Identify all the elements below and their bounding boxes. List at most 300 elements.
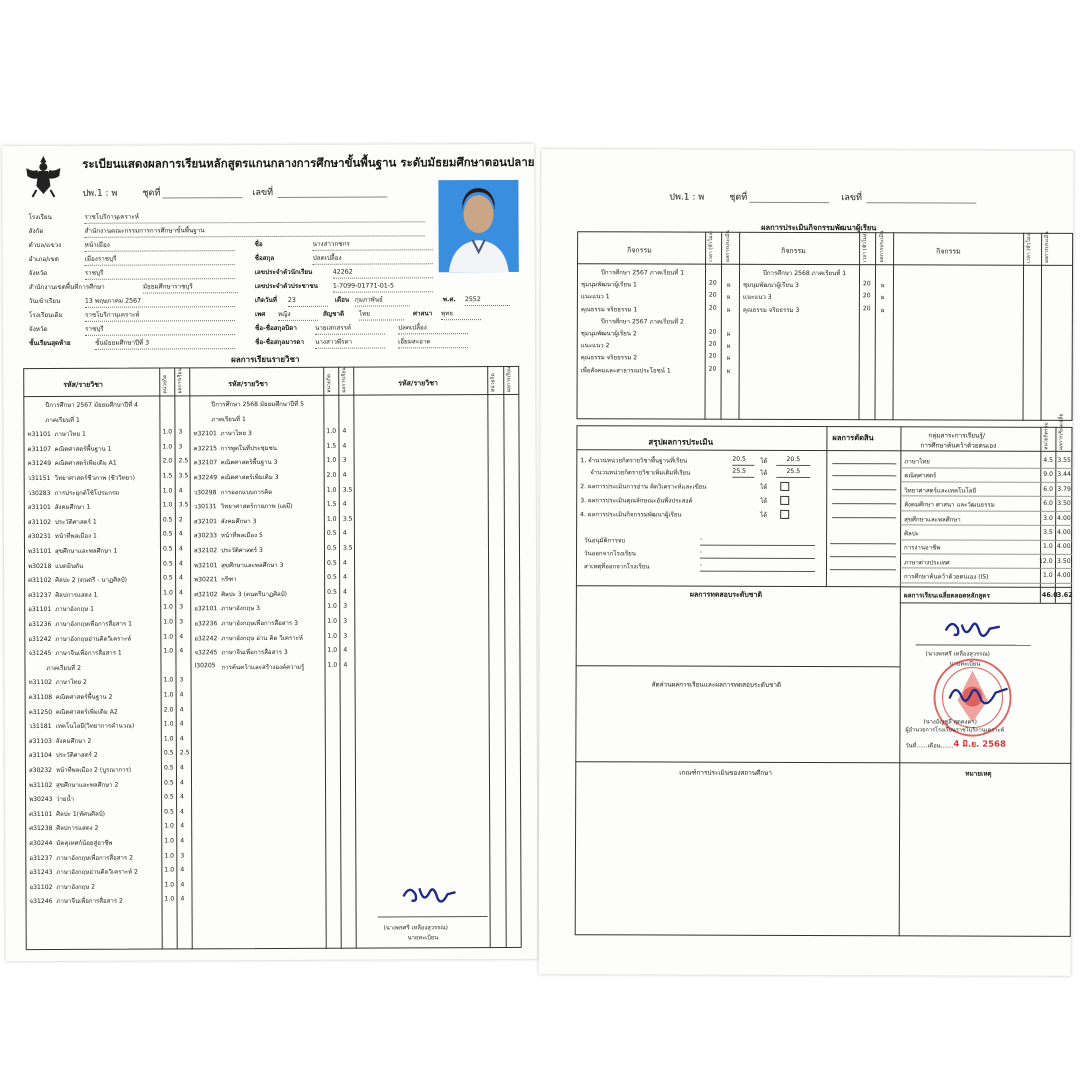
results-title: ผลการเรียนรายวิชา <box>231 354 300 365</box>
date-label: วันที่......เดือน....... <box>905 743 954 750</box>
course-credit: 1.5 <box>326 442 337 450</box>
group-units: 9.0 <box>1043 471 1054 479</box>
course-name: ศิลปการแสดง 1 <box>55 591 98 599</box>
results-table <box>23 366 522 950</box>
info-label-school: โรงเรียน <box>28 213 52 222</box>
info-value-entry-date: 13 พฤษภาคม 2567 <box>85 297 235 307</box>
course-credit: 0.5 <box>163 779 174 787</box>
course-code: ท32101 <box>193 430 217 438</box>
course-name: คณิตศาสตร์เพิ่มเติม A2 <box>55 708 118 716</box>
course-name: ศิลปะ 2 (ดนตรี - นาฏศิลป์) <box>55 576 127 585</box>
activity-name: แนะแนว 1 <box>580 293 610 301</box>
credit-header-2: หน่วยกิต <box>326 373 333 393</box>
grade-header-2: ผลการเรียน <box>341 367 348 393</box>
citizen-id-label: เลขประจำตัวประชาชน <box>254 282 318 291</box>
course-grade: 4 <box>342 530 347 538</box>
judge-line <box>832 474 896 476</box>
course-code: จ31246 <box>29 898 53 906</box>
form-code: ปพ.1 : พ <box>82 188 118 199</box>
course-grade: 4 <box>180 895 185 903</box>
criteria-title: เกณฑ์การประเมินของสถานศึกษา <box>679 768 772 777</box>
group-grade: 3.50 <box>1057 500 1071 508</box>
course-name: คณิตศาสตร์พื้นฐาน 1 <box>54 445 112 453</box>
group-avg-header: ผลการเรียนเฉลี่ย <box>1058 413 1065 450</box>
course-name: ประวัติศาสตร์ 1 <box>54 518 97 526</box>
citizen-id-value: 1-7099-01771-01-5 <box>333 282 433 292</box>
name-label: ชื่อ <box>254 241 263 249</box>
course-credit: 0.5 <box>162 545 173 553</box>
course-grade: 2 <box>178 516 183 524</box>
date-item-value: - <box>700 536 815 546</box>
form-code-2: ปพ.1 : พ <box>669 192 705 203</box>
course-code: ท31101 <box>27 431 51 439</box>
course-grade: 3.5 <box>178 501 189 509</box>
transcript-page-1 <box>2 144 538 961</box>
summary-achieved-label: ได้ <box>760 483 768 491</box>
activity-hours: 20 <box>708 304 717 312</box>
course-credit: 1.0 <box>164 852 175 860</box>
group-units: 1.0 <box>1042 572 1053 580</box>
course-code: ส32101 <box>193 518 217 526</box>
group-name: คณิตศาสตร์ <box>904 472 937 480</box>
course-code: ค31250 <box>28 708 53 716</box>
act-result-header-2: ผลการประเมิน <box>879 230 886 263</box>
course-credit: 2.0 <box>162 457 173 465</box>
activity-hours: 20 <box>708 353 717 361</box>
course-code: ส31102 <box>27 518 51 526</box>
registrar-title: นายทะเบียน <box>407 935 439 942</box>
group-name: การงานอาชีพ <box>904 544 941 552</box>
course-grade: 4 <box>179 720 184 728</box>
course-name: ภาษาไทย 1 <box>54 430 86 439</box>
course-name: การออกแบบการคิด <box>220 488 273 496</box>
date-item-value: - <box>700 562 815 572</box>
father-label: ชื่อ-ชื่อสกุลบิดา <box>255 324 297 333</box>
group-grade: 3.50 <box>1056 557 1071 565</box>
course-name: ภาษาอังกฤษ อ่าน คิด วิเคราะห์ <box>221 634 303 642</box>
date-judge-line <box>830 555 896 557</box>
course-grade: 4 <box>180 866 185 874</box>
activity-result: ผ <box>726 306 731 314</box>
activity-result: ผ <box>880 282 885 290</box>
dob-label: เกิดวันที่ <box>254 296 277 305</box>
course-code: ศ31237 <box>28 591 52 599</box>
course-credit: 1.0 <box>162 443 173 451</box>
summary-value: 25.5 <box>732 468 754 478</box>
activity-title: ผลการประเมินกิจกรรมพัฒนาผู้เรียน <box>761 222 877 233</box>
course-credit: 1.0 <box>326 486 337 494</box>
course-code: ส32102 <box>193 547 218 555</box>
act-time-header-1: เวลา (ชั่วโมง) <box>708 231 715 262</box>
activity-result: ผ <box>726 330 731 338</box>
info-label-entry-date: วันเข้าเรียน <box>28 297 61 306</box>
course-credit: 1.0 <box>163 589 173 597</box>
course-code: อ31102 <box>29 883 53 891</box>
term-heading: ภาคเรียนที่ 2 <box>46 664 81 672</box>
course-grade: 4 <box>343 588 348 596</box>
course-name: ศิลปะ 3 (ดนตรีนาฏศิลป์) <box>221 590 287 599</box>
course-code: ส31101 <box>27 504 51 512</box>
group-grade: 4.00 <box>1057 514 1071 522</box>
date-judge-line <box>830 568 896 570</box>
date-stamp: 4 มิ.ย. 2568 <box>953 739 1006 750</box>
course-name: คณิตศาสตร์เพิ่มเติม 3 <box>220 473 279 482</box>
course-code: อ31236 <box>28 620 52 629</box>
course-code: ศ32102 <box>194 591 218 599</box>
group-grade: 4.00 <box>1057 543 1071 551</box>
course-grade: 3 <box>342 457 347 465</box>
course-code: ท31102 <box>28 679 52 687</box>
course-grade: 4 <box>179 559 183 567</box>
course-credit: 1.0 <box>163 633 174 641</box>
course-credit: 1.0 <box>163 676 174 684</box>
act-col-header-2: กิจกรรม <box>781 246 806 255</box>
group-name: ศิลปะ <box>904 530 919 538</box>
course-grade: 3.5 <box>342 515 353 523</box>
judge-title: ผลการตัดสิน <box>832 433 874 443</box>
group-title-2: การศึกษาค้นคว้าด้วยตนเอง <box>920 441 997 450</box>
group-units: 12.0 <box>1038 557 1053 565</box>
course-name: ภาษาไทย 2 <box>55 679 87 687</box>
course-name: ประวัติศาสตร์ 2 <box>55 752 98 760</box>
course-code: ศ31102 <box>28 577 52 585</box>
activity-table <box>576 231 1073 421</box>
group-name: ภาษาต่างประเทศ <box>903 559 950 567</box>
course-grade: 4 <box>179 735 184 743</box>
term-heading: ปีการศึกษา 2567 มัธยมศึกษาปีที่ 4 <box>45 401 139 409</box>
activity-name: แนะแนว 3 <box>742 294 772 302</box>
course-credit: 0.5 <box>327 559 337 567</box>
course-name: ภาษาอังกฤษอ่านคิดวิเคราะห์ 2 <box>56 868 138 877</box>
info-label-prev-province: จังหวัด <box>29 325 48 334</box>
summary-item: 3. ผลการประเมินคุณลักษณะอันพึงประสงค์ <box>580 497 693 505</box>
course-grade: 4 <box>180 881 185 889</box>
course-name: ภาษาอังกฤษเพื่อการสื่อสาร 3 <box>221 619 298 628</box>
summary-item: จำนวนหน่วยกิตรายวิชาเพิ่มเติมที่เรียน <box>590 469 691 477</box>
info-label-affiliation: สังกัด <box>28 227 44 236</box>
info-value-area-office: มัธยมศึกษาราชบุรี <box>143 283 238 293</box>
course-grade: 4 <box>342 427 347 435</box>
course-grade: 2.5 <box>178 457 189 465</box>
group-name: วิทยาศาสตร์และเทคโนโลยี <box>904 487 977 495</box>
course-code: ว30298 <box>193 488 217 496</box>
course-credit: 1.0 <box>164 881 175 889</box>
activity-name: เพื่อสังคมและสาธารณประโยชน์ 1 <box>580 366 671 375</box>
course-grade: 4 <box>343 646 348 654</box>
course-grade: 4 <box>343 559 347 567</box>
course-grade: 3 <box>343 603 348 611</box>
course-grade: 3.5 <box>342 486 353 494</box>
course-grade: 3 <box>343 617 348 625</box>
overall-units: 46.0 <box>1041 590 1058 599</box>
course-credit: 1.0 <box>163 735 174 743</box>
course-code: พ30243 <box>29 796 53 804</box>
info-value-school: ราชโบริกานุเคราะห์ <box>85 212 425 223</box>
group-name: สุขศึกษาและพลศึกษา <box>904 515 961 524</box>
course-name: ภาษาอังกฤษเพื่อการสื่อสาร 1 <box>55 620 132 628</box>
course-credit: 1.0 <box>326 515 337 523</box>
mother-name: นางสาวพีรดา <box>315 338 385 348</box>
student-id-value: 42262 <box>333 268 433 278</box>
grade-header-1: ผลการเรียน <box>177 368 184 394</box>
course-code: ค31107 <box>27 445 52 453</box>
course-grade: 4 <box>179 647 184 655</box>
course-name: สังคมศึกษา 2 <box>55 737 92 745</box>
col-header-1: รหัส/รายวิชา <box>63 380 103 389</box>
course-code: ว31181 <box>28 723 52 731</box>
act-time-header-2: เวลา (ชั่วโมง) <box>862 231 869 263</box>
mother-surname: เอี่ยมสะอาด <box>398 338 468 348</box>
group-grade: 3.55 <box>1057 456 1071 464</box>
activity-term-heading: ปีการศึกษา 2568 ภาคเรียนที่ 1 <box>762 269 847 278</box>
course-credit: 0.5 <box>162 530 173 538</box>
course-name: สังคมศึกษา 3 <box>220 517 257 526</box>
religion-label: ศาสนา <box>412 310 433 318</box>
course-credit: 1.0 <box>163 691 174 699</box>
summary-achieved-label: ได้ <box>760 511 768 519</box>
date-item-label: วันออกจากโรงเรียน <box>584 550 636 558</box>
course-code: จ32245 <box>194 649 218 657</box>
course-code: อ32101 <box>194 605 218 613</box>
course-grade: 4 <box>180 808 185 816</box>
activity-hours: 20 <box>862 304 871 312</box>
summary-achieved-value: 20.5 <box>776 456 810 466</box>
judge-line <box>832 516 896 518</box>
form-set-label-2: ชุดที่ <box>729 192 748 203</box>
activity-term-heading: ปีการศึกษา 2567 ภาคเรียนที่ 2 <box>600 318 684 326</box>
course-name: สุขศึกษาและพลศึกษา 3 <box>221 561 284 569</box>
course-credit: 1.0 <box>327 661 338 669</box>
col-header-2: รหัส/รายวิชา <box>228 380 268 389</box>
dob-month: กุมภาพันธ์ <box>355 296 410 306</box>
course-credit: 1.0 <box>163 647 174 655</box>
judge-line <box>832 502 896 504</box>
course-name: การประยุกต์ใช้โปรแกรม <box>54 489 120 497</box>
dob-year: 2552 <box>465 296 510 306</box>
course-name: คณิตศาสตร์พื้นฐาน 2 <box>55 693 113 701</box>
course-code: พ31101 <box>27 547 52 556</box>
director-name: (นางอัญชุลี สุดคงคา) <box>923 719 977 726</box>
course-credit: 1.0 <box>163 603 173 611</box>
course-grade: 4 <box>180 793 184 801</box>
course-code: อ32242 <box>194 634 218 642</box>
activity-name: ชุมนุมพัฒนาผู้เรียน 3 <box>742 281 799 290</box>
activity-result: ผ <box>726 294 731 302</box>
course-code: ค32107 <box>193 459 218 467</box>
group-units: 3.0 <box>1043 514 1053 522</box>
registrar-title-2: นายทะเบียน <box>949 661 981 668</box>
course-grade: 4 <box>179 589 184 597</box>
activity-hours: 20 <box>708 365 717 373</box>
info-value-subdistrict: หน้าเมือง <box>85 241 235 251</box>
course-code: ว30131 <box>193 503 217 511</box>
course-grade: 4 <box>342 500 347 508</box>
course-name: ว่ายน้ำ <box>56 796 75 804</box>
course-grade: 3 <box>180 851 185 859</box>
course-grade: 3 <box>179 603 184 611</box>
course-credit: 0.5 <box>164 793 174 801</box>
info-value-district: เมืองราชบุรี <box>85 255 235 265</box>
course-credit: 1.0 <box>164 837 174 845</box>
course-credit: 1.0 <box>326 427 337 435</box>
info-label-district: อำเภอ/เขต <box>28 255 59 264</box>
activity-result: ผ <box>880 306 885 314</box>
summary-achieved-label: ได้ <box>760 469 768 477</box>
director-title: ผู้อำนวยการโรงเรียนราชโบริกานุเคราะห์ <box>905 727 1005 734</box>
course-code: ส30244 <box>29 839 53 848</box>
course-credit: 0.5 <box>326 530 337 538</box>
course-credit: 1.0 <box>163 720 174 728</box>
course-code: ค32249 <box>193 474 218 482</box>
course-code: พ32101 <box>194 561 218 569</box>
course-name: ภาษาจีนเพื่อการสื่อสาร 1 <box>55 649 122 658</box>
course-credit: 1.0 <box>163 618 174 626</box>
course-code: พ31102 <box>28 781 53 789</box>
surname-value: ปลดเปลื้อง <box>313 254 433 264</box>
registrar-signature-2 <box>940 612 1010 646</box>
activity-hours: 20 <box>708 340 717 348</box>
course-name: ภาษาอังกฤษ 1 <box>55 606 94 614</box>
course-credit: 0.5 <box>327 588 337 596</box>
course-code: ศ31238 <box>29 825 53 833</box>
course-name: คณิตศาสตร์เพิ่มเติม A1 <box>54 460 117 468</box>
summary-item: 1. จำนวนหน่วยกิตรายวิชาพื้นฐานที่เรียน <box>580 457 688 465</box>
form-num-label-2: เลขที่ <box>841 193 862 204</box>
course-code: ส31103 <box>28 737 52 745</box>
info-value-affiliation: สำนักงานคณะกรรมการการศึกษาขั้นพื้นฐาน <box>85 226 425 237</box>
course-name: หน้าที่พลเมือง 5 <box>220 532 263 540</box>
course-grade: 4 <box>342 442 347 450</box>
activity-name: คุณธรรม จริยธรรม 3 <box>742 306 800 314</box>
course-grade: 3.5 <box>178 472 189 480</box>
group-units: 1.0 <box>1043 543 1053 551</box>
course-name: ศิลปการแสดง 2 <box>56 825 99 833</box>
course-code: จ31245 <box>28 650 52 658</box>
course-credit: 0.5 <box>163 574 173 582</box>
course-credit: 1.0 <box>164 895 175 903</box>
act-result-header-1: ผลการประเมิน <box>725 230 732 262</box>
course-credit: 1.0 <box>327 617 338 625</box>
summary-value: 20.5 <box>732 456 754 466</box>
course-name: คณิตศาสตร์พื้นฐาน 3 <box>220 459 278 467</box>
registrar-signature <box>395 874 465 914</box>
info-value-last-class: ชั้นมัธยมศึกษาปีที่ 3 <box>95 339 235 349</box>
course-credit: 1.5 <box>326 500 337 508</box>
group-grade: 3.79 <box>1057 485 1071 493</box>
info-value-prev-province: ราชบุรี <box>85 325 235 335</box>
course-credit: 1.0 <box>162 487 173 495</box>
course-credit: 0.5 <box>164 808 174 816</box>
summary-checkbox <box>780 482 789 491</box>
summary-title: สรุปผลการประเมิน <box>648 437 714 447</box>
transcript-page-2 <box>539 149 1074 976</box>
course-code: ว31151 <box>27 474 51 483</box>
course-grade: 3 <box>179 676 184 684</box>
activity-name: แนะแนว 2 <box>580 342 610 350</box>
course-name: ประวัติศาสตร์ 3 <box>220 547 263 555</box>
course-code: พ30221 <box>194 576 218 584</box>
group-grade: 4.00 <box>1056 572 1071 580</box>
course-code: ส30232 <box>28 766 53 775</box>
student-photo <box>438 180 518 272</box>
activity-result: ผ <box>726 355 731 363</box>
group-units: 6.0 <box>1043 500 1053 508</box>
course-credit: 1.0 <box>164 866 175 874</box>
course-code: อ31243 <box>29 869 53 877</box>
course-name: การพูดในที่ประชุมชน <box>220 444 277 453</box>
name-value: นางสาวกชกร <box>313 240 433 250</box>
course-name: ภาษาอังกฤษ 2 <box>56 883 96 891</box>
course-credit: 0.5 <box>327 573 337 581</box>
course-name: การค้นคว้าและสร้างองค์ความรู้ <box>221 663 305 672</box>
course-credit: 2.0 <box>326 471 337 479</box>
group-units: 3.5 <box>1043 528 1053 536</box>
term-heading: ภาคเรียนที่ 1 <box>45 416 80 424</box>
course-name: เทคโนโลยี(วิทยาการคำนวณ) <box>55 722 135 731</box>
course-credit: 1.0 <box>326 457 337 465</box>
course-credit: 1.0 <box>327 603 337 611</box>
student-id-label: เลขประจำตัวนักเรียน <box>254 268 313 277</box>
course-code: ส31104 <box>28 752 53 760</box>
course-credit: 1.0 <box>162 428 173 436</box>
judge-line <box>832 488 896 490</box>
info-label-last-class: ชั้นเรียนสุดท้าย <box>29 339 71 348</box>
course-grade: 4 <box>178 545 183 553</box>
course-code: ค31108 <box>28 693 53 702</box>
info-value-province: ราชบุรี <box>85 269 235 279</box>
course-grade: 4 <box>179 574 184 582</box>
registrar-name-2: (นางพรศรี เหลืองสุวรรณ) <box>925 651 990 658</box>
course-credit: 2.0 <box>163 706 174 714</box>
group-grade: 3.44 <box>1057 471 1071 479</box>
date-item-value: - <box>700 549 815 559</box>
act-result-header-3: ผลการประเมิน <box>1044 231 1051 263</box>
nationality-value: ไทย <box>359 310 404 320</box>
nationality-label: สัญชาติ <box>322 310 345 318</box>
course-grade: 4 <box>180 822 185 830</box>
date-judge-line <box>830 542 896 544</box>
course-code: พ30218 <box>28 562 52 570</box>
act-col-header-3: กิจกรรม <box>936 247 961 256</box>
course-name: สังคมศึกษา 1 <box>54 503 91 512</box>
group-unit-header: หน่วยกิตรวม <box>1043 422 1050 450</box>
course-grade: 4 <box>343 661 348 669</box>
course-credit: 1.0 <box>162 501 173 509</box>
course-credit: 1.0 <box>327 646 338 654</box>
course-code: I30205 <box>194 662 216 670</box>
act-col-header-1: กิจกรรม <box>627 246 652 255</box>
summary-achieved-value: 25.5 <box>776 468 810 478</box>
course-name: ภาษาอังกฤษเพื่อการสื่อสาร 2 <box>56 854 134 862</box>
garuda-emblem-icon <box>24 154 62 198</box>
term-heading: ภาคเรียนที่ 1 <box>211 415 246 423</box>
course-name: ภาษาอังกฤษอ่านคิดวิเคราะห์ <box>55 635 132 643</box>
activity-result: ผ <box>726 342 731 350</box>
course-name: แบดมินตัน <box>55 562 84 570</box>
course-credit: 1.0 <box>164 822 174 830</box>
date-item-label: วันอนุมัติการจบ <box>584 537 626 545</box>
summary-achieved-label: ได้ <box>760 497 768 505</box>
course-name: ภาษาจีนเพื่อการสื่อสาร 2 <box>56 898 123 906</box>
overall-grade: 3.62 <box>1056 590 1073 599</box>
info-label-subdistrict: ตำบล/แขวง <box>28 241 62 250</box>
course-code: อ32236 <box>194 620 218 628</box>
judge-line <box>832 462 896 464</box>
course-credit: 0.5 <box>163 560 173 568</box>
course-grade: 4 <box>342 471 347 479</box>
course-grade: 2.5 <box>179 749 190 757</box>
registrar-name: (นางพรศรี เหลืองสุวรรณ) <box>383 925 448 932</box>
